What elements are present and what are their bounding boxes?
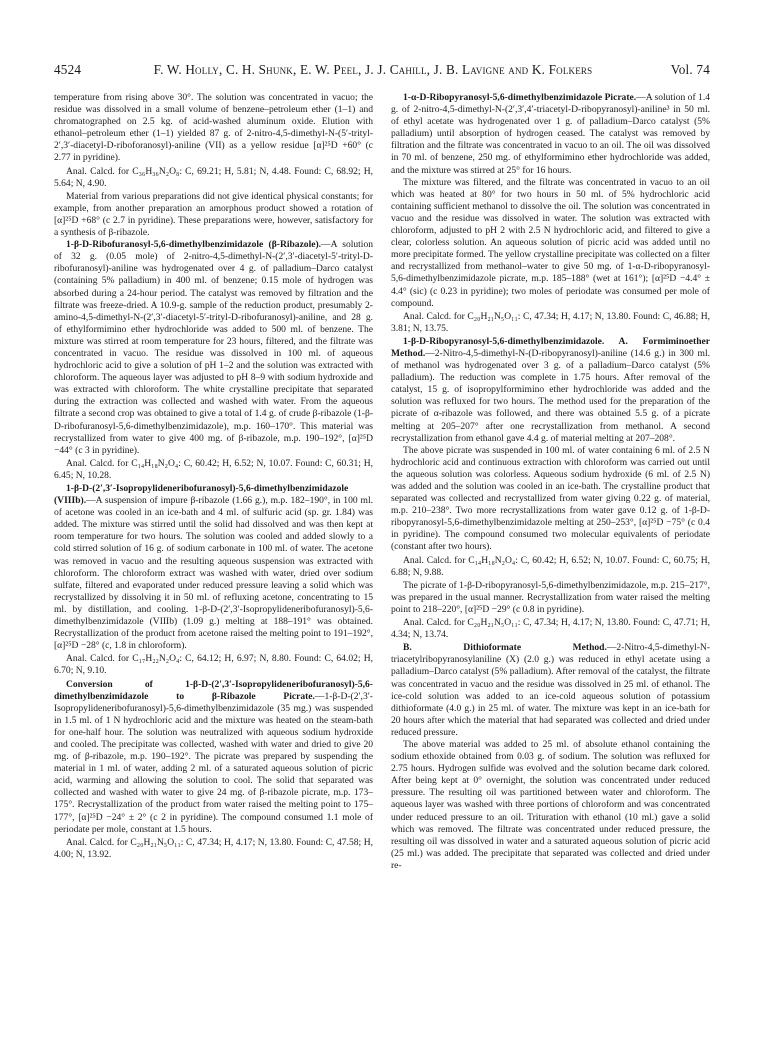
- analysis-paragraph: Anal. Calcd. for C₂₀H₂₁N₅O₁₁: C, 47.34; H, 4.17; N, 13.80. Found: C, 46.88; H, 3.81; N, 13.75.: [391, 310, 710, 334]
- section-body: —A suspension of impure β-ribazole (1.66 g.), m.p. 182–190°, in 100 ml. of acetone was cooled in an ice-bath and 4 ml. of sulfuric acid (sp. gr. 1.84) was added. The mixture was stirred until the solid had dissolved and was then kept at room temperature for two hours. The solution was cooled and added slowly to a cold stirred solution of 16 g. of sodium carbonate in 100 ml. of water. The acetone was removed in vacuo and the resulting aqueous suspension was extracted with chloroform. The chloroform extract was washed with water, dried over sodium sulfate, filtered and evaporated under reduced pressure leaving a solid which was recrystallized by dissolving it in 50 ml. of refluxing acetone, concentrating to 15 ml. by distillation, and cooling. 1-β-D-(2′,3′-Isopropylideneribofuranosyl)-5,6-dimethylbenzimidazole (VIIIb) (1.09 g.) melting at 188–191° was obtained. Recrystallization of the product from acetone raised the melting point to 191–192°, [α]²⁵D −28° (c, 1.8 in chloroform).: [54, 495, 373, 652]
- section-paragraph: [391, 92, 710, 177]
- running-head-authors: F. W. Holly, C. H. Shunk, E. W. Peel, J. J. Cahill, J. B. Lavigne and K. Folkers: [153, 62, 593, 77]
- section-body: —2-Nitro-4,5-dimethyl-N-triacetylribopyranosylaniline (X) (2.0 g.) was reduced in ethyl acetate using a palladium–Darco catalyst (5% palladium). After removal of the catalyst, the filtrate was concentrated in vacuo and the residue was dissolved in 25 ml. of ethanol. The ice-cold solution was added to an ice-cold aqueous solution of potassium dithioformate (4.0 g.) in 25 ml. of water. The mixture was kept in an ice-bath for 20 hours after which the material that had separated was collected and dried under reduced pressure.: [391, 642, 710, 738]
- paragraph: Material from various preparations did not give identical physical constants; for example, from another preparation an amorphous product showed a rotation of [α]²⁵D +68° (c 2.7 in pyridine). These preparations were, however, satisfactory for a synthesis of β-ribazole.: [54, 190, 373, 239]
- section-body: —A solution of 1.4 g. of 2-nitro-4,5-dimethyl-N-(2′,3′,4′-triacetyl-D-ribopyranosyl)-aniline³ in 50 ml. of ethyl acetate was hydrogenated over 1 g. of palladium–Darco catalyst (5% palladium) until absorption of hydrogen ceased. The catalyst was removed by filtration and the filtrate was concentrated in vacuo to an oil. The oil was dissolved in 70 ml. of benzene, 250 mg. of ethylformimino ether hydrochloride was added, and the mixture was stirred at 25° for 16 hours.: [391, 92, 710, 176]
- section-title: 1-β-D-Ribofuranosyl-5,6-dimethylbenzimidazole (β-Ribazole).: [66, 239, 322, 251]
- analysis-paragraph: Anal. Calcd. for C₃₆H₃₆N₂O₈: C, 69.21; H, 5.81; N, 4.48. Found: C, 68.92; H, 5.64; N, 4.90.: [54, 165, 373, 189]
- section-paragraph: [54, 483, 373, 652]
- running-head: [54, 62, 710, 82]
- volume-label: Vol. 74: [670, 62, 710, 77]
- section-title: 1-β-D-Ribopyranosyl-5,6-dimethylbenzimidazole. A. Formiminoether Method.: [391, 335, 710, 359]
- analysis-paragraph: Anal. Calcd. for C₂₀H₂₁N₅O₁₁: C, 47.34; H, 4.17; N, 13.80. Found: C, 47.58; H, 4.00; N, 13.92.: [54, 836, 373, 860]
- section-body: —2-Nitro-4,5-dimethyl-N-(D-ribopyranosyl)-aniline (14.6 g.) in 300 ml. of methanol was hydrogenated over 3 g. of a palladium–Darco catalyst (5% palladium). The reduction was complete in 1.75 hours. After removal of the catalyst, 15 g. of isopropylformimino ether hydrochloride was added and the solution was refluxed for two hours. The method used for the preparation of the picrate of α-ribazole was followed, and there was obtained 5.5 g. of a picrate melting at 205–207° after one recrystallization from methanol. A second recrystallization from ethanol gave 4.4 g. of material melting at 207–208°.: [391, 347, 710, 444]
- paragraph: The above picrate was suspended in 100 ml. of water containing 6 ml. of 2.5 N hydrochloric acid and continuous extraction with chloroform was carried out until the aqueous solution was colorless. Aqueous sodium hydroxide (6 ml. of 2.5 N) was added and the solution was cooled in an ice-bath. The crystalline product that separated was collected and recrystallized from water giving 0.22 g. of material, m.p. 210–238°. Two more recrystallizations from water gave 0.12 g. of 1-β-D-ribopyranosyl-5,6-dimethylbenzimidazole melting at 250–253°, [α]²⁵D −75° (c 0.4 in pyridine). The compound consumed two molecular equivalents of periodate (constant after two hours).: [391, 444, 710, 553]
- analysis-paragraph: Anal. Calcd. for C₁₄H₁₈N₂O₄: C, 60.42; H, 6.52; N, 10.07. Found: C, 60.31; H, 6.45; N, 10.28.: [54, 457, 373, 481]
- section-title: 1-β-D-(2′,3′-Isopropylideneribofuranosyl)-5,6-dimethylbenzimidazole (VIIIb).: [54, 483, 349, 507]
- section-paragraph: [54, 679, 373, 836]
- paragraph: The above material was added to 25 ml. of absolute ethanol containing the sodium ethoxide obtained from 0.03 g. of sodium. The solution was refluxed for 2.75 hours. Hydrogen sulfide was evolved and the solution became dark colored. After being kept at 0° overnight, the solution was concentrated under reduced pressure. The resulting oil was partitioned between water and chloroform. The aqueous layer was washed with three portions of chloroform and was concentrated under reduced pressure to an oil. Trituration with ethanol (10 ml.) gave a solid which was removed. The filtrate was concentrated under reduced pressure, the resulting oil was dissolved in water and a saturated aqueous solution of picric acid (25 ml.) was added. The precipitate that separated was collected and dried under re-: [391, 738, 710, 871]
- section-body: —A solution of 32 g. (0.05 mole) of 2-nitro-4,5-dimethyl-N-(2′,3′-diacetyl-5′-trityl-D-ribofuranosyl)-aniline was hydrogenated over 4 g. of palladium–Darco catalyst (containing 5% palladium) in 400 ml. of benzene; 0.15 mole of hydrogen was absorbed during a 24-hour period. The catalyst was removed by filtration and the filtrate was freeze-dried. A 10.9-g. sample of the reduction product, presumably 2-amino-4,5-dimethyl-N-(2′,3′-diacetyl-5′-trityl-D-ribofuranosyl)-aniline, and 28 g. of ethylformimino ether hydrochloride was added to 500 ml. of benzene. The mixture was stirred at room temperature for 23 hours, filtered, and the filtrate was concentrated in vacuo. The residue was dissolved in 100 ml. of aqueous hydrochloric acid to give a solution of pH 1–2 and the solution was extracted with chloroform. The aqueous layer was adjusted to pH 8–9 with sodium hydroxide and was extracted with chloroform. The white crystalline precipitate that separated during the extraction was collected and washed with water. From the aqueous filtrate a second crop was obtained to give a total of 1.4 g. of crude β-ribazole (1-β-D-ribofuranosyl-5,6-dimethylbenzimidazole), m.p. 160–170°. This material was recrystallized from water to give 400 mg. of β-ribazole, m.p. 190–192°, [α]²⁵D −44° (c 3 in pyridine).: [54, 239, 373, 456]
- analysis-paragraph: Anal. Calcd. for C₁₇H₂₂N₂O₄: C, 64.12; H, 6.97; N, 8.80. Found: C, 64.02; H, 6.70; N, 9.10.: [54, 653, 373, 677]
- section-paragraph: [54, 239, 373, 457]
- section-paragraph: [391, 336, 710, 445]
- section-body: —1-β-D-(2′,3′-Isopropylideneribofuranosyl)-5,6-dimethylbenzimidazole (35 mg.) was suspended in 1.5 ml. of 1 N hydrochloric acid and the mixture was heated on the steam-bath for one-half hour. The solution was neutralized with aqueous sodium hydroxide and cooled. The precipitate was collected, washed with water and dried to give 20 mg. of β-ribazole, m.p. 190–192°. The picrate was prepared by suspending the material in 1 ml. of water, adding 2 ml. of a saturated aqueous solution of picric acid, warming and allowing the solution to cool. The solid that separated was collected and washed with water to give 24 mg. of β-ribazole picrate, m.p. 173–175°. Recrystallization of the product from water raised the melting point to 175–177°, [α]²⁵D −24° ± 2° (c 2 in pyridine). The compound consumed 1.1 mole of periodate per mole, constant at 1.5 hours.: [54, 690, 373, 835]
- analysis-paragraph: Anal. Calcd. for C₂₀H₂₁N₅O₁₁: C, 47.34; H, 4.17; N, 13.80. Found: C, 47.71; H, 4.34; N, 13.74.: [391, 617, 710, 641]
- paragraph: temperature from rising above 30°. The solution was concentrated in vacuo; the residue was dissolved in a small volume of benzene–petroleum ether (1–1) and chromatographed on 2.5 kg. of acid-washed aluminum oxide. Elution with ethanol–petroleum ether (1–1) yielded 87 g. of 2-nitro-4,5-dimethyl-N-(5′-trityl-2′,3′-diacetyl-D-riboforanosyl)-aniline (VII) as a yellow residue [α]²⁵D +60° (c 2.77 in pyridine).: [54, 92, 373, 164]
- text-columns: [54, 92, 710, 1037]
- section-paragraph: [391, 642, 710, 739]
- analysis-paragraph: Anal. Calcd. for C₁₄H₁₈N₂O₄: C, 60.42; H, 6.52; N, 10.07. Found: C, 60.75; H, 6.88; N, 9.88.: [391, 554, 710, 578]
- paragraph: The picrate of 1-β-D-ribopyranosyl-5,6-dimethylbenzimidazole, m.p. 215–217°, was prepared in the usual manner. Recrystallization from water raised the melting point to 218–220°, [α]²⁵D −29° (c 0.8 in pyridine).: [391, 579, 710, 615]
- left-column: [54, 92, 373, 1037]
- section-title: B. Dithioformate Method.: [403, 642, 607, 654]
- page-number: 4524: [54, 62, 82, 77]
- paragraph: The mixture was filtered, and the filtrate was concentrated in vacuo to an oil which was heated at 80° for two hours in 50 ml. of 5% hydrochloric acid containing sufficient methanol to dissolve the oil. The solution was concentrated in vacuo and the residue was dissolved in water. The solution was extracted with chloroform, adjusted to pH 2 with 2.5 N hydrochloric acid, and filtered to give a clear, colorless solution. An aqueous solution of picric acid was added until no more precipitate formed. The yellow crystalline precipitate was collected on a filter and recrystallized from methanol–water to give 50 mg. of 1-α-D-ribopyranosyl-5,6-dimethylbenzimidazole picrate, m.p. 185–188° (wet at 161°); [α]²⁵D −4.4° ± 4.4° (sic) (c 0.23 in pyridine); two moles of periodate was consumed per mole of compound.: [391, 176, 710, 309]
- right-column: [391, 92, 710, 1037]
- section-title: Conversion of 1-β-D-(2′,3′-Isopropylideneribofuranosyl)-5,6-dimethylbenzimidazole to β-Ribazole Picrate.: [54, 678, 373, 702]
- section-title: 1-α-D-Ribopyranosyl-5,6-dimethylbenzimidazole Picrate.: [403, 92, 637, 103]
